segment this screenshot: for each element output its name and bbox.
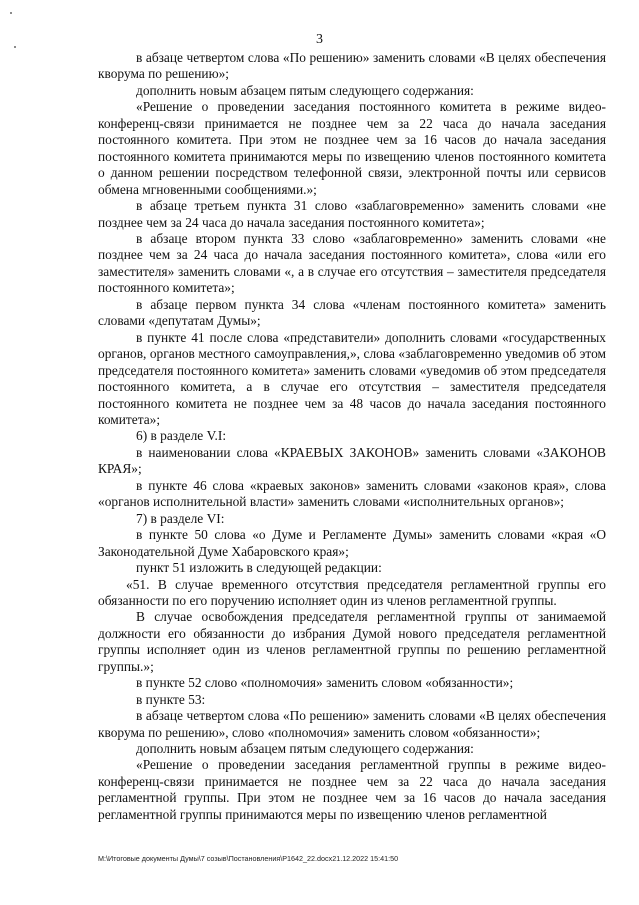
paragraph: в наименовании слова «КРАЕВЫХ ЗАКОНОВ» заменить словами «ЗАКОНОВ КРАЯ»; — [98, 444, 606, 477]
page-number: 3 — [316, 32, 323, 47]
paragraph: в пункте 53: — [136, 691, 206, 707]
paragraph: «Решение о проведении заседания постоянного комитета в режиме видео-конференц-связи принимается не позднее чем за 22 часа до начала заседания постоянного комитета. При этом не позднее чем за 16 часов до начала заседания постоянного комитета принимаются меры по извещению членов постоянного комитета о данном решении посредством телефонной связи, электронной почты или сервисов обмена мгновенными сообщениями.»; — [98, 99, 606, 197]
paragraph: 6) в разделе V.I: — [136, 428, 227, 444]
scan-speck — [10, 12, 12, 14]
paragraph: в пункте 50 слова «о Думе и Регламенте Думы» заменить словами «края «О Законодательной Думе Хабаровского края»; — [98, 527, 606, 559]
paragraph: 7) в разделе VI: — [136, 510, 225, 526]
paragraph: дополнить новым абзацем пятым следующего содержания: — [136, 741, 474, 757]
paragraph: в абзаце третьем пункта 31 слово «заблаговременно» заменить словами «не позднее чем за 24 часа до начала заседания постоянного комитета»; — [98, 198, 606, 230]
paragraph: «Решение о проведении заседания регламентной группы в режиме видео-конференц-связи принимается не позднее чем за 22 часа до начала заседания регламентной группы. При этом не позднее чем за 16 часов до начала заседания регламентной группы принимаются меры по извещению членов регламентной — [98, 757, 606, 822]
paragraph: в пункте 52 слово «полномочия» заменить словом «обязанности»; — [136, 675, 514, 691]
file-path-footer: M:\Итоговые документы Думы\7 созыв\Постановления\P1642_22.docx21.12.2022 15:41:50 — [98, 854, 399, 863]
paragraph: В случае освобождения председателя регламентной группы от занимаемой должности его обязанности до избрания Думой нового председателя регламентной группы исполняет один из членов регламентной группы по решению регламентной группы.»; — [98, 609, 606, 674]
paragraph: в пункте 41 после слова «представители» дополнить словами «государственных органов, органов местного самоуправления,», слова «заблаговременно уведомив об этом председателя постоянного комитета» заменить словами «уведомив об этом председателя постоянного комитета, а в случае его отсутствия – заместителя председателя постоянного комитета не позднее чем за 48 часов до начала заседания постоянного комитета»; — [98, 329, 606, 427]
paragraph: «51. В случае временного отсутствия председателя регламентной группы его обязанности по его поручению исполняет один из членов регламентной группы. — [98, 576, 606, 608]
paragraph: в абзаце первом пункта 34 слова «членам постоянного комитета» заменить словами «депутатам Думы»; — [98, 296, 606, 329]
paragraph: в абзаце четвертом слова «По решению» заменить словами «В целях обеспечения кворума по решению», слово «полномочия» заменить словом «обязанности»; — [98, 708, 606, 740]
paragraph: пункт 51 изложить в следующей редакции: — [136, 560, 382, 576]
paragraph: дополнить новым абзацем пятым следующего содержания: — [136, 82, 474, 98]
paragraph: в абзаце четвертом слова «По решению» заменить словами «В целях обеспечения кворума по решению»; — [98, 50, 606, 82]
paragraph: в пункте 46 слова «краевых законов» заменить словами «законов края», слова «органов исполнительной власти» заменить словами «исполнительных органов»; — [98, 477, 606, 510]
paragraph: в абзаце втором пункта 33 слово «заблаговременно» заменить словами «не позднее чем за 24 часа до начала заседания постоянного комитета», слова «или его заместителя» заменить словами «, а в случае его отсутствия – заместителя председателя постоянного комитета»; — [98, 230, 606, 296]
document-body — [98, 50, 606, 823]
